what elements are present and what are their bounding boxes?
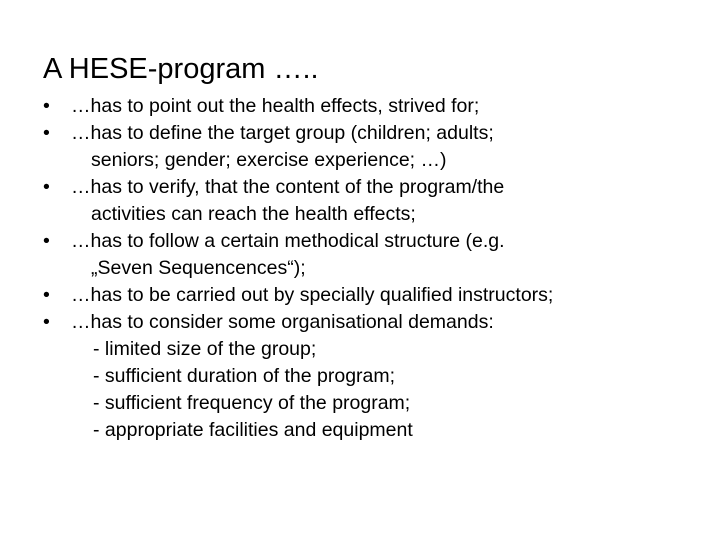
bullet-text: …has to verify, that the content of the program/the (71, 176, 505, 198)
bullet-dot-icon: • (43, 176, 50, 198)
sub-item: - sufficient duration of the program; (93, 365, 396, 387)
bullet-item (43, 282, 713, 309)
bullet-item (43, 174, 713, 228)
sub-item: - appropriate facilities and equipment (93, 419, 413, 441)
bullet-dot-icon: • (43, 95, 50, 117)
bullet-text: …has to consider some organisational demands: (71, 311, 494, 333)
slide-title: A HESE-program ….. (43, 53, 319, 85)
sub-item: - sufficient frequency of the program; (93, 392, 411, 414)
bullet-dot-icon: • (43, 122, 50, 144)
bullet-list (43, 93, 713, 444)
bullet-item (43, 120, 713, 174)
bullet-text: …has to follow a certain methodical structure (e.g. (71, 230, 505, 252)
bullet-item (43, 309, 713, 444)
bullet-text: …has to point out the health effects, strived for; (71, 95, 480, 117)
bullet-text-continuation: activities can reach the health effects; (91, 203, 416, 225)
sub-item: - limited size of the group; (93, 338, 317, 360)
bullet-text: …has to define the target group (children; adults; (71, 122, 494, 144)
bullet-item (43, 93, 713, 120)
bullet-text-continuation: seniors; gender; exercise experience; …) (91, 149, 447, 171)
bullet-text-continuation: „Seven Sequencences“); (91, 257, 306, 279)
bullet-dot-icon: • (43, 284, 50, 306)
bullet-item (43, 228, 713, 282)
bullet-text: …has to be carried out by specially qualified instructors; (71, 284, 554, 306)
bullet-dot-icon: • (43, 230, 50, 252)
bullet-dot-icon: • (43, 311, 50, 333)
